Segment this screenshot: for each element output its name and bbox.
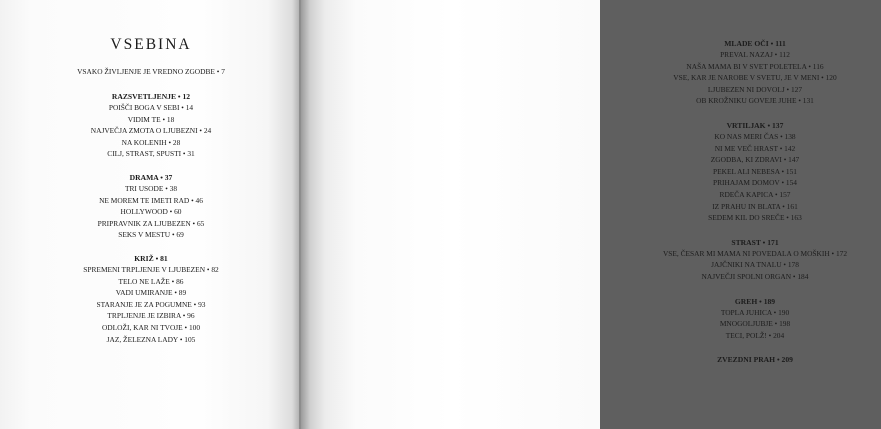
toc-section-title: VRTILJAK • 137: [726, 120, 784, 130]
toc-left-sections: [40, 91, 262, 345]
toc-section-title: MLADE OČI • 111: [724, 39, 786, 48]
toc-entry: LJUBEZEN NI DOVOLJ • 127: [707, 84, 803, 94]
toc-entry: PREVAL NAZAJ • 112: [720, 50, 790, 59]
toc-entry: STARANJE JE ZA POGUMNE • 93: [96, 299, 206, 309]
toc-entry: NAŠA MAMA BI V SVET POLETELA • 116: [686, 61, 824, 71]
toc-entry: JAZ, ŽELEZNA LADY • 105: [106, 334, 196, 344]
toc-entry: VADI UMIRANJE • 89: [115, 288, 187, 298]
toc-intro-entry: VSAKO ŽIVLJENJE JE VREDNO ZGODBE • 7: [77, 67, 225, 76]
toc-section-title: KRIŽ • 81: [134, 253, 168, 263]
toc-section: [629, 120, 881, 224]
toc-section-title: STRAST • 171: [731, 237, 779, 247]
toc-entry: OB KROŽNIKU GOVEJE JUHE • 131: [696, 96, 814, 106]
toc-entry: TRI USODE • 38: [124, 183, 178, 193]
toc-entry: TOPLA JUHICA • 190: [720, 307, 790, 317]
right-page: [301, 0, 848, 429]
toc-section: [629, 38, 881, 107]
toc-section: [629, 354, 881, 365]
toc-entry: TRPLJENJE JE IZBIRA • 96: [107, 311, 195, 321]
toc-entry: MNOGOLJUBJE • 198: [719, 319, 791, 329]
toc-entry: PRIHAJAM DOMOV • 154: [713, 178, 797, 188]
toc-entry: NE MOREM TE IMETI RAD • 46: [99, 195, 203, 205]
toc-entry: IZ PRAHU IN BLATA • 161: [712, 201, 798, 211]
toc-entry: SPREMENI TRPLJENJE V LJUBEZEN • 82: [83, 264, 219, 274]
toc-entry: ODLOŽI, KAR NI TVOJE • 100: [101, 322, 201, 332]
toc-entry: VSE, KAR JE NAROBE V SVETU, JE V MENI • 120: [673, 73, 837, 83]
left-page: [0, 0, 301, 429]
toc-heading: VSEBINA: [110, 36, 192, 53]
toc-entry: KO NAS MERI ČAS • 138: [714, 131, 796, 141]
toc-section: [40, 91, 262, 160]
toc-entry: VIDIM TE • 18: [127, 114, 175, 124]
toc-section-title: GREH • 189: [734, 296, 776, 306]
toc-entry: VSE, ČESAR MI MAMA NI POVEDALA O MOŠKIH • 172: [662, 248, 848, 258]
toc-entry: CILJ, STRAST, SPUSTI • 31: [107, 149, 195, 159]
toc-section-title: RAZSVETLJENJE • 12: [111, 92, 191, 101]
toc-right-column: [629, 38, 881, 378]
toc-entry: PRIPRAVNIK ZA LJUBEZEN • 65: [97, 218, 205, 228]
toc-entry: POIŠČI BOGA V SEBI • 14: [108, 103, 194, 112]
toc-entry: PEKEL ALI NEBESA • 151: [712, 166, 798, 176]
toc-entry: SEKS V MESTU • 69: [118, 230, 184, 240]
toc-entry: ZGODBA, KI ZDRAVI • 147: [710, 155, 800, 165]
toc-entry: NA KOLENIH • 28: [121, 137, 181, 147]
toc-section: [629, 237, 881, 283]
toc-entry: TECI, POLŽ! • 204: [725, 330, 785, 340]
toc-left-column: [40, 36, 262, 357]
toc-entry: NAJVEČJA ZMOTA O LJUBEZNI • 24: [90, 126, 212, 136]
toc-entry: RDEČA KAPICA • 157: [719, 189, 791, 199]
toc-entry: NAJVEČJI SPOLNI ORGAN • 184: [701, 271, 809, 281]
toc-entry: NI ME VEČ HRAST • 142: [714, 143, 796, 153]
toc-entry: TELO NE LAŽE • 86: [118, 276, 184, 286]
toc-section-title: DRAMA • 37: [129, 172, 173, 182]
toc-section: [40, 172, 262, 241]
toc-entry: JAJČNIKI NA TNALU • 178: [711, 260, 799, 270]
toc-section: [40, 253, 262, 345]
toc-entry: HOLLYWOOD • 60: [120, 207, 182, 217]
toc-section: [629, 296, 881, 342]
toc-section-title: ZVEZDNI PRAH • 209: [717, 355, 793, 365]
toc-entry: SEDEM KIL DO SREČE • 163: [708, 213, 802, 223]
